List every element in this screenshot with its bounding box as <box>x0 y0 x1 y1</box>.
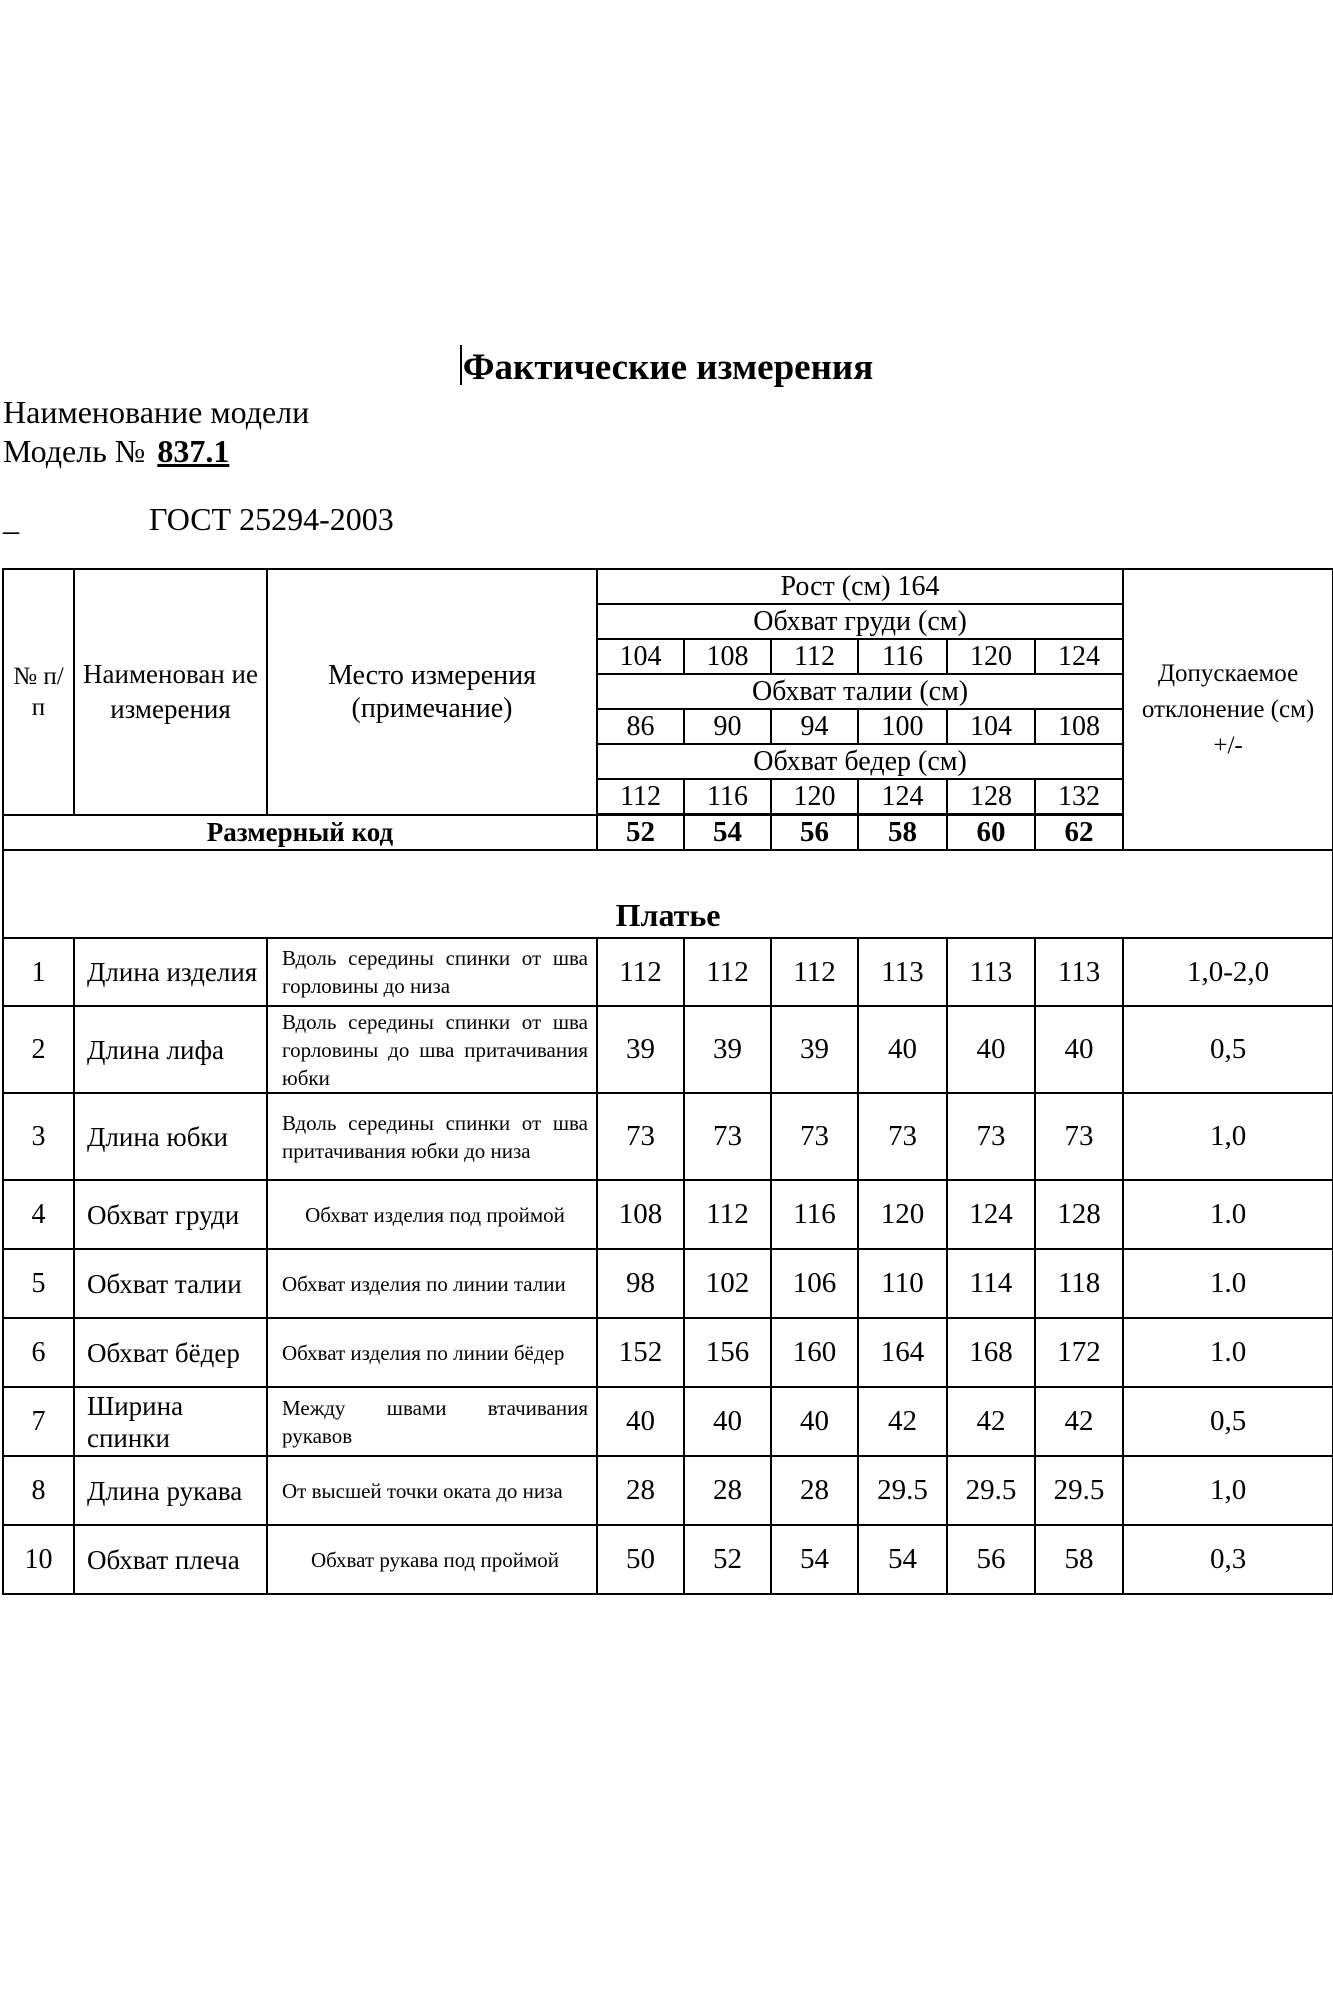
row-place: Вдоль середины спинки от шва притачивания юбки до низа <box>267 1093 597 1180</box>
row-num: 7 <box>3 1387 74 1456</box>
row-place: От высшей точки оката до низа <box>267 1456 597 1525</box>
row-value: 54 <box>771 1525 858 1594</box>
header-chest-label: Обхват груди (см) <box>597 604 1123 639</box>
text-cursor <box>460 345 462 385</box>
row-value: 152 <box>597 1318 684 1387</box>
row-place: Вдоль середины спинки от шва горловины до шва притачивания юбки <box>267 1006 597 1093</box>
row-value: 39 <box>684 1006 771 1093</box>
dash: _ <box>3 501 19 537</box>
chest-value: 112 <box>771 639 858 674</box>
row-name: Ширина спинки <box>74 1387 267 1456</box>
header-height: Рост (см) 164 <box>597 569 1123 604</box>
row-value: 40 <box>858 1006 947 1093</box>
chest-value: 104 <box>597 639 684 674</box>
size-code: 60 <box>947 815 1035 850</box>
row-value: 73 <box>771 1093 858 1180</box>
row-value: 114 <box>947 1249 1035 1318</box>
row-num: 6 <box>3 1318 74 1387</box>
row-value: 40 <box>771 1387 858 1456</box>
table-row <box>3 1525 1333 1594</box>
waist-value: 100 <box>858 709 947 744</box>
row-name: Обхват талии <box>74 1249 267 1318</box>
row-value: 113 <box>858 938 947 1006</box>
row-name: Обхват плеча <box>74 1525 267 1594</box>
row-value: 106 <box>771 1249 858 1318</box>
waist-value: 104 <box>947 709 1035 744</box>
hips-value: 120 <box>771 779 858 814</box>
row-tolerance: 1.0 <box>1123 1318 1333 1387</box>
row-value: 108 <box>597 1180 684 1249</box>
row-value: 160 <box>771 1318 858 1387</box>
table-row <box>3 938 1333 1006</box>
row-tolerance: 1.0 <box>1123 1180 1333 1249</box>
row-value: 29.5 <box>1035 1456 1123 1525</box>
row-value: 40 <box>947 1006 1035 1093</box>
row-value: 40 <box>1035 1006 1123 1093</box>
table-row <box>3 1249 1333 1318</box>
standard-label: ГОСТ 25294-2003 <box>149 501 394 537</box>
header-waist-label: Обхват талии (см) <box>597 674 1123 709</box>
section-title: Платье <box>3 850 1333 938</box>
table-row <box>3 1318 1333 1387</box>
section-row <box>3 850 1333 938</box>
row-value: 73 <box>858 1093 947 1180</box>
chest-value: 120 <box>947 639 1035 674</box>
row-value: 168 <box>947 1318 1035 1387</box>
row-value: 56 <box>947 1525 1035 1594</box>
model-name-label: Наименование модели <box>3 394 310 430</box>
header-name: Наименован ие измерения <box>74 569 267 815</box>
row-value: 112 <box>684 1180 771 1249</box>
size-code: 62 <box>1035 815 1123 850</box>
row-value: 28 <box>771 1456 858 1525</box>
row-value: 52 <box>684 1525 771 1594</box>
row-value: 120 <box>858 1180 947 1249</box>
hips-value: 116 <box>684 779 771 814</box>
row-value: 42 <box>858 1387 947 1456</box>
row-num: 3 <box>3 1093 74 1180</box>
row-value: 73 <box>597 1093 684 1180</box>
row-num: 5 <box>3 1249 74 1318</box>
model-number: 837.1 <box>157 433 230 469</box>
row-place: Между швами втачивания рукавов <box>267 1387 597 1456</box>
size-code: 58 <box>858 815 947 850</box>
hips-value: 128 <box>947 779 1035 814</box>
row-place: Обхват изделия под проймой <box>267 1180 597 1249</box>
row-value: 164 <box>858 1318 947 1387</box>
header-place: Место измерения (примечание) <box>267 569 597 815</box>
header-tolerance: Допускаемое отклонение (см) +/- <box>1123 569 1333 850</box>
row-value: 172 <box>1035 1318 1123 1387</box>
row-place: Вдоль середины спинки от шва горловины до низа <box>267 938 597 1006</box>
chest-value: 124 <box>1035 639 1123 674</box>
table-row <box>3 1006 1333 1093</box>
row-value: 113 <box>947 938 1035 1006</box>
row-value: 50 <box>597 1525 684 1594</box>
hips-value: 132 <box>1035 779 1123 814</box>
row-tolerance: 0,3 <box>1123 1525 1333 1594</box>
row-num: 1 <box>3 938 74 1006</box>
table-row <box>3 1456 1333 1525</box>
row-value: 156 <box>684 1318 771 1387</box>
row-value: 112 <box>684 938 771 1006</box>
waist-value: 86 <box>597 709 684 744</box>
size-code: 54 <box>684 815 771 850</box>
row-value: 29.5 <box>858 1456 947 1525</box>
row-place: Обхват изделия по линии талии <box>267 1249 597 1318</box>
model-line <box>3 432 229 470</box>
header-row-height <box>3 569 1333 604</box>
row-num: 8 <box>3 1456 74 1525</box>
row-num: 4 <box>3 1180 74 1249</box>
row-tolerance: 1.0 <box>1123 1249 1333 1318</box>
row-value: 118 <box>1035 1249 1123 1318</box>
row-value: 102 <box>684 1249 771 1318</box>
row-value: 42 <box>947 1387 1035 1456</box>
row-value: 29.5 <box>947 1456 1035 1525</box>
document-title-text: Фактические измерения <box>462 347 874 388</box>
row-value: 73 <box>947 1093 1035 1180</box>
chest-value: 116 <box>858 639 947 674</box>
row-value: 40 <box>597 1387 684 1456</box>
row-value: 73 <box>1035 1093 1123 1180</box>
row-value: 28 <box>684 1456 771 1525</box>
row-name: Длина рукава <box>74 1456 267 1525</box>
hips-value: 124 <box>858 779 947 814</box>
row-place: Обхват изделия по линии бёдер <box>267 1318 597 1387</box>
row-value: 73 <box>684 1093 771 1180</box>
row-value: 39 <box>771 1006 858 1093</box>
row-value: 128 <box>1035 1180 1123 1249</box>
size-code: 56 <box>771 815 858 850</box>
row-value: 28 <box>597 1456 684 1525</box>
hips-value: 112 <box>597 779 684 814</box>
measurement-table <box>2 568 1333 1595</box>
row-num: 10 <box>3 1525 74 1594</box>
row-tolerance: 0,5 <box>1123 1006 1333 1093</box>
row-tolerance: 1,0-2,0 <box>1123 938 1333 1006</box>
row-value: 112 <box>597 938 684 1006</box>
row-value: 54 <box>858 1525 947 1594</box>
row-value: 42 <box>1035 1387 1123 1456</box>
chest-value: 108 <box>684 639 771 674</box>
size-code-label: Размерный код <box>3 815 597 850</box>
row-value: 113 <box>1035 938 1123 1006</box>
waist-value: 90 <box>684 709 771 744</box>
row-name: Длина лифа <box>74 1006 267 1093</box>
row-name: Длина юбки <box>74 1093 267 1180</box>
row-num: 2 <box>3 1006 74 1093</box>
row-value: 110 <box>858 1249 947 1318</box>
document-title <box>0 342 1333 394</box>
row-place: Обхват рукава под проймой <box>267 1525 597 1594</box>
row-value: 98 <box>597 1249 684 1318</box>
waist-value: 108 <box>1035 709 1123 744</box>
row-tolerance: 1,0 <box>1123 1093 1333 1180</box>
row-value: 58 <box>1035 1525 1123 1594</box>
table-row <box>3 1387 1333 1456</box>
model-label: Модель № <box>3 433 146 469</box>
size-code: 52 <box>597 815 684 850</box>
row-value: 40 <box>684 1387 771 1456</box>
standard-line <box>3 500 394 538</box>
row-tolerance: 1,0 <box>1123 1456 1333 1525</box>
row-tolerance: 0,5 <box>1123 1387 1333 1456</box>
table-row <box>3 1093 1333 1180</box>
row-name: Обхват бёдер <box>74 1318 267 1387</box>
header-hips-label: Обхват бедер (см) <box>597 744 1123 779</box>
table-row <box>3 1180 1333 1249</box>
row-value: 112 <box>771 938 858 1006</box>
row-value: 39 <box>597 1006 684 1093</box>
row-value: 124 <box>947 1180 1035 1249</box>
row-value: 116 <box>771 1180 858 1249</box>
header-num: № п/п <box>3 569 74 815</box>
waist-value: 94 <box>771 709 858 744</box>
row-name: Обхват груди <box>74 1180 267 1249</box>
row-name: Длина изделия <box>74 938 267 1006</box>
